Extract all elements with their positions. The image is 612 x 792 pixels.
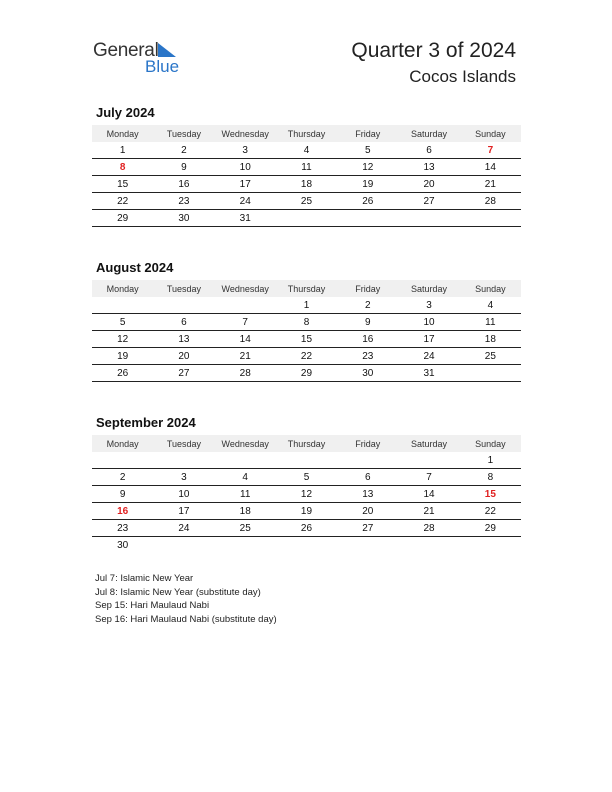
day-cell: 2	[153, 142, 214, 159]
weekday-header: Tuesday	[153, 280, 214, 297]
day-cell: 11	[460, 314, 521, 331]
day-cell	[460, 210, 521, 227]
day-cell	[276, 210, 337, 227]
day-cell: 8	[276, 314, 337, 331]
week-row	[92, 503, 521, 520]
month-title: September 2024	[96, 415, 196, 430]
weekday-header: Monday	[92, 280, 153, 297]
week-row	[92, 520, 521, 537]
weekday-header: Thursday	[276, 125, 337, 142]
day-cell: 9	[153, 159, 214, 176]
day-cell: 16	[337, 331, 398, 348]
day-cell: 28	[398, 520, 459, 537]
day-cell: 15	[460, 486, 521, 503]
weekday-header: Thursday	[276, 435, 337, 452]
week-row	[92, 348, 521, 365]
holiday-note: Sep 15: Hari Maulaud Nabi	[95, 600, 210, 611]
day-cell: 26	[276, 520, 337, 537]
week-row	[92, 176, 521, 193]
week-row	[92, 159, 521, 176]
day-cell	[398, 210, 459, 227]
day-cell: 23	[153, 193, 214, 210]
week-row	[92, 142, 521, 159]
day-cell: 15	[92, 176, 153, 193]
day-cell: 14	[398, 486, 459, 503]
day-cell	[460, 537, 521, 554]
weekday-header: Wednesday	[215, 280, 276, 297]
day-cell: 18	[460, 331, 521, 348]
day-cell: 9	[92, 486, 153, 503]
day-cell: 13	[153, 331, 214, 348]
weekday-header: Sunday	[460, 435, 521, 452]
weekday-header: Tuesday	[153, 435, 214, 452]
day-cell: 30	[153, 210, 214, 227]
day-cell: 2	[92, 469, 153, 486]
calendar-table	[92, 125, 521, 227]
day-cell: 22	[276, 348, 337, 365]
logo	[93, 40, 193, 80]
day-cell: 10	[398, 314, 459, 331]
day-cell: 16	[92, 503, 153, 520]
day-cell: 28	[215, 365, 276, 382]
day-cell: 17	[398, 331, 459, 348]
day-cell	[276, 537, 337, 554]
weekday-header: Friday	[337, 280, 398, 297]
day-cell: 20	[337, 503, 398, 520]
day-cell	[153, 537, 214, 554]
weekday-header: Saturday	[398, 280, 459, 297]
month-september	[92, 414, 521, 553]
day-cell: 12	[92, 331, 153, 348]
month-july	[92, 104, 521, 227]
week-row	[92, 210, 521, 227]
holiday-notes	[95, 572, 277, 626]
day-cell	[337, 210, 398, 227]
day-cell: 10	[153, 486, 214, 503]
day-cell: 22	[460, 503, 521, 520]
day-cell: 6	[398, 142, 459, 159]
day-cell: 13	[398, 159, 459, 176]
day-cell: 4	[215, 469, 276, 486]
day-cell: 29	[92, 210, 153, 227]
day-cell: 27	[153, 365, 214, 382]
day-cell: 16	[153, 176, 214, 193]
day-cell: 6	[153, 314, 214, 331]
day-cell: 5	[337, 142, 398, 159]
weekday-header: Wednesday	[215, 125, 276, 142]
weekday-header: Thursday	[276, 280, 337, 297]
day-cell	[398, 537, 459, 554]
day-cell	[337, 537, 398, 554]
day-cell: 18	[215, 503, 276, 520]
day-cell	[153, 452, 214, 469]
weekday-header-row	[92, 125, 521, 142]
day-cell: 20	[398, 176, 459, 193]
weekday-header: Monday	[92, 125, 153, 142]
weekday-header-row	[92, 435, 521, 452]
day-cell: 23	[337, 348, 398, 365]
day-cell: 1	[92, 142, 153, 159]
day-cell: 23	[92, 520, 153, 537]
day-cell	[276, 452, 337, 469]
day-cell: 14	[460, 159, 521, 176]
day-cell: 5	[92, 314, 153, 331]
day-cell	[92, 452, 153, 469]
day-cell: 26	[92, 365, 153, 382]
day-cell: 22	[92, 193, 153, 210]
month-august	[92, 259, 521, 382]
day-cell	[398, 452, 459, 469]
day-cell: 3	[398, 297, 459, 314]
holiday-note: Jul 8: Islamic New Year (substitute day)	[95, 586, 261, 598]
week-row	[92, 297, 521, 314]
day-cell: 13	[337, 486, 398, 503]
day-cell: 1	[460, 452, 521, 469]
weekday-header: Monday	[92, 435, 153, 452]
month-title: July 2024	[96, 105, 155, 120]
day-cell: 11	[215, 486, 276, 503]
weekday-header: Saturday	[398, 435, 459, 452]
page-title: Quarter 3 of 2024	[351, 39, 516, 62]
week-row	[92, 452, 521, 469]
day-cell: 12	[276, 486, 337, 503]
day-cell: 15	[276, 331, 337, 348]
day-cell	[92, 297, 153, 314]
day-cell: 6	[337, 469, 398, 486]
logo-blue-text: Blue	[145, 57, 180, 76]
day-cell: 31	[215, 210, 276, 227]
day-cell: 12	[337, 159, 398, 176]
day-cell: 25	[276, 193, 337, 210]
day-cell: 30	[117, 539, 129, 551]
day-cell: 24	[153, 520, 214, 537]
month-title: August 2024	[96, 260, 174, 275]
day-cell: 30	[337, 365, 398, 382]
day-cell: 3	[153, 469, 214, 486]
day-cell: 8	[92, 159, 153, 176]
day-cell: 4	[276, 142, 337, 159]
week-row	[92, 331, 521, 348]
week-row	[92, 314, 521, 331]
day-cell	[337, 452, 398, 469]
day-cell: 25	[460, 348, 521, 365]
day-cell: 9	[337, 314, 398, 331]
day-cell: 8	[460, 469, 521, 486]
logo-general-text: General	[93, 40, 159, 61]
day-cell: 4	[460, 297, 521, 314]
day-cell: 10	[215, 159, 276, 176]
day-cell: 26	[337, 193, 398, 210]
calendar-table	[92, 280, 521, 382]
weekday-header: Wednesday	[215, 435, 276, 452]
day-cell	[460, 365, 521, 382]
day-cell	[153, 297, 214, 314]
week-row	[92, 486, 521, 503]
day-cell: 28	[460, 193, 521, 210]
weekday-header: Friday	[337, 435, 398, 452]
weekday-header: Sunday	[460, 125, 521, 142]
day-cell: 7	[460, 142, 521, 159]
weekday-header: Tuesday	[153, 125, 214, 142]
day-cell: 25	[215, 520, 276, 537]
holiday-note: Sep 16: Hari Maulaud Nabi (substitute day)	[95, 613, 277, 625]
day-cell: 24	[398, 348, 459, 365]
holiday-note: Jul 7: Islamic New Year	[95, 573, 194, 584]
day-cell: 19	[92, 348, 153, 365]
week-row	[92, 469, 521, 486]
day-cell: 17	[153, 503, 214, 520]
weekday-header: Saturday	[398, 125, 459, 142]
day-cell: 21	[460, 176, 521, 193]
day-cell: 2	[337, 297, 398, 314]
day-cell: 7	[398, 469, 459, 486]
week-row	[92, 537, 521, 554]
day-cell: 19	[337, 176, 398, 193]
day-cell: 29	[460, 520, 521, 537]
weekday-header: Sunday	[460, 280, 521, 297]
day-cell: 27	[337, 520, 398, 537]
calendar-table	[92, 435, 521, 553]
day-cell	[215, 297, 276, 314]
day-cell: 3	[215, 142, 276, 159]
day-cell: 18	[276, 176, 337, 193]
day-cell: 17	[215, 176, 276, 193]
day-cell: 21	[398, 503, 459, 520]
day-cell: 24	[215, 193, 276, 210]
weekday-header-row	[92, 280, 521, 297]
day-cell	[215, 452, 276, 469]
day-cell: 7	[215, 314, 276, 331]
day-cell: 11	[276, 159, 337, 176]
day-cell: 31	[398, 365, 459, 382]
logo-triangle-icon	[158, 43, 176, 57]
weekday-header: Friday	[337, 125, 398, 142]
day-cell: 21	[215, 348, 276, 365]
day-cell: 27	[398, 193, 459, 210]
day-cell: 5	[276, 469, 337, 486]
week-row	[92, 193, 521, 210]
day-cell: 19	[276, 503, 337, 520]
week-row	[92, 365, 521, 382]
day-cell: 14	[215, 331, 276, 348]
day-cell: 29	[276, 365, 337, 382]
page-subtitle: Cocos Islands	[409, 67, 516, 86]
day-cell: 1	[276, 297, 337, 314]
day-cell: 20	[153, 348, 214, 365]
day-cell	[215, 537, 276, 554]
